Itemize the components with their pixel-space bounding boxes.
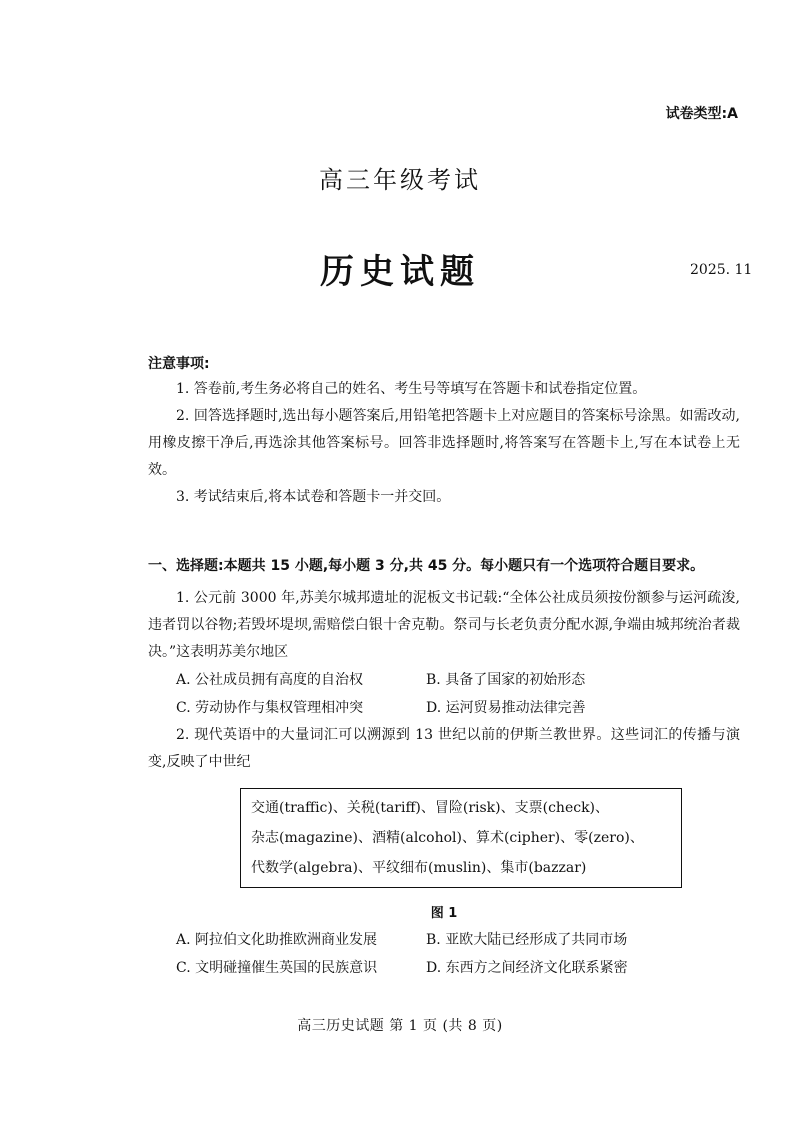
- option-b: B. 具备了国家的初始形态: [426, 672, 586, 688]
- options-list: [148, 666, 740, 722]
- note-item: 1. 答卷前,考生务必将自己的姓名、考生号等填写在答题卡和试卷指定位置。: [176, 381, 647, 397]
- note-item: 2. 回答选择题时,选出每小题答案后,用铅笔把答题卡上对应题目的答案标号涂黑。如需改动,用橡皮擦干净后,再选涂其他答案标号。回答非选择题时,将答案写在答题卡上,写在本试卷上无效。: [148, 408, 740, 478]
- subject-title: 历史试题: [320, 252, 480, 292]
- question-2: [148, 722, 740, 982]
- option-a: A. 阿拉伯文化助推欧洲商业发展: [176, 932, 378, 948]
- exam-title: 高三年级考试: [319, 166, 481, 194]
- question-1: [148, 585, 740, 722]
- questions-list: [148, 585, 740, 982]
- page-footer: 高三历史试题 第 1 页 (共 8 页): [297, 1018, 503, 1034]
- notes-heading: 注意事项:: [148, 356, 210, 372]
- figure-box: [240, 788, 682, 888]
- figure-line: 杂志(magazine)、酒精(alcohol)、算术(cipher)、零(zero)、: [251, 830, 644, 846]
- figure-caption: 图 1: [430, 906, 458, 921]
- option-d: D. 运河贸易推动法律完善: [426, 700, 586, 716]
- option-a: A. 公社成员拥有高度的自治权: [176, 672, 364, 688]
- note-item: 3. 考试结束后,将本试卷和答题卡一并交回。: [176, 489, 451, 505]
- question-stem: 1. 公元前 3000 年,苏美尔城邦遗址的泥板文书记载:“全体公社成员须按份额参与运河疏浚,违者罚以谷物;若毁坏堤坝,需赔偿白银十舍克勒。祭司与长老负责分配水源,争端由城邦统治者裁决。”这表明苏美尔地区: [148, 590, 740, 660]
- question-stem: 2. 现代英语中的大量词汇可以溯源到 13 世纪以前的伊斯兰教世界。这些词汇的传播与演变,反映了中世纪: [148, 727, 740, 770]
- option-b: B. 亚欧大陆已经形成了共同市场: [426, 932, 628, 948]
- paper-type-label: 试卷类型:A: [665, 106, 738, 122]
- figure-line: 代数学(algebra)、平纹细布(muslin)、集市(bazzar): [251, 860, 587, 876]
- option-d: D. 东西方之间经济文化联系紧密: [426, 960, 628, 976]
- section-heading: 一、选择题:本题共 15 小题,每小题 3 分,共 45 分。每小题只有一个选项符合题目要求。: [148, 558, 705, 574]
- figure-line: 交通(traffic)、关税(tariff)、冒险(risk)、支票(check)、: [251, 800, 610, 816]
- option-c: C. 劳动协作与集权管理相冲突: [176, 700, 364, 716]
- option-c: C. 文明碰撞催生英国的民族意识: [176, 960, 378, 976]
- options-list: [148, 926, 740, 982]
- notes-section: [148, 352, 740, 511]
- exam-date: 2025. 11: [690, 262, 753, 278]
